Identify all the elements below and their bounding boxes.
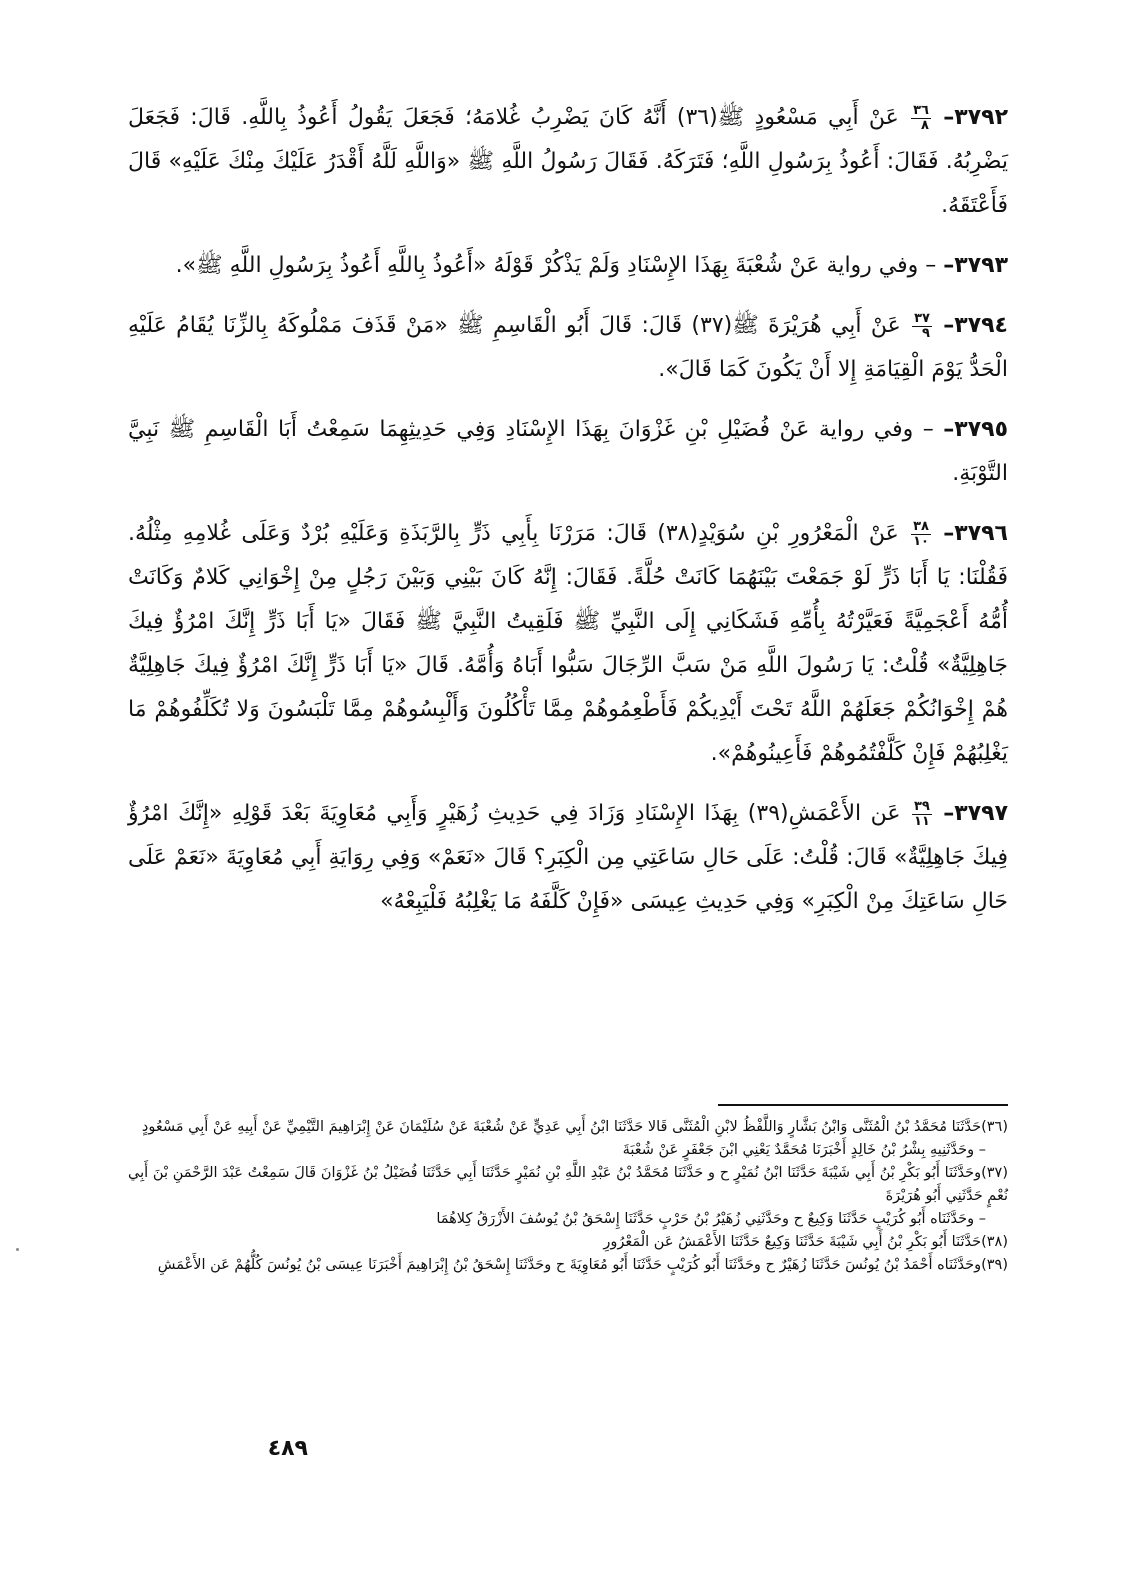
hadith-paragraph [128,792,1008,924]
hadith-fraction [912,800,932,829]
hadith-paragraph [128,512,1008,776]
hadith-number: ٣٧٩٧– [943,801,1008,826]
hadith-number: ٣٧٩٤– [943,313,1008,338]
hadith-number: ٣٧٩٦– [943,521,1008,546]
hadith-text: عَنْ الْمَعْرُورِ بْنِ سُوَيْدٍ(٣٨) قَالَ: مَرَرْنَا بِأَبِي ذَرٍّ بِالرَّبَذَةِ وَعَلَيْهِ بُرْدٌ وَعَلَى غُلامِهِ مِثْلُهُ. فَقُلْنَا: يَا أَبَا ذَرٍّ لَوْ جَمَعْتَ بَيْنَهُمَا كَانَتْ حُلَّةً. فَقَالَ: إِنَّهُ كَانَ بَيْنِي وَبَيْنَ رَجُلٍ مِنْ إِخْوَانِي كَلامٌ وَكَانَتْ أُمُّهُ أَعْجَمِيَّةً فَعَيَّرْتُهُ بِأُمِّهِ فَشَكَانِي إِلَى النَّبِيِّ ﷺ فَلَقِيتُ النَّبِيَّ ﷺ فَقَالَ «يَا أَبَا ذَرٍّ إِنَّكَ امْرُؤٌ فِيكَ جَاهِلِيَّةٌ» قُلْتُ: يَا رَسُولَ اللَّهِ مَنْ سَبَّ الرِّجَالَ سَبُّوا أَبَاهُ وَأُمَّهُ. قَالَ «يَا أَبَا ذَرٍّ إِنَّكَ امْرُؤٌ فِيكَ جَاهِلِيَّةٌ هُمْ إِخْوَانُكُمْ جَعَلَهُمْ اللَّهُ تَحْتَ أَيْدِيكُمْ فَأَطْعِمُوهُمْ مِمَّا تَأْكُلُونَ وَأَلْبِسُوهُمْ مِمَّا تَلْبَسُونَ وَلا تُكَلِّفُوهُمْ مَا يَغْلِبُهُمْ فَإِنْ كَلَّفْتُمُوهُمْ فَأَعِينُوهُمْ». [128,521,1008,766]
footnote-continuation: – وحَدَّثَنَاه أَبُو كُرَيْبٍ حَدَّثَنَا وَكِيعٌ ح وحَدَّثَنِي زُهَيْرُ بْنُ حَرْبٍ حَدَّثَنَا إِسْحَقُ بْنُ يُوسُفَ الأَزْرَقُ كِلاهُمَا [436,1211,986,1227]
scan-speck [16,1248,19,1251]
hadith-paragraph [128,96,1008,228]
hadith-paragraph [128,408,1008,496]
hadith-fraction [911,104,931,133]
fraction-top: ٣٩ [913,798,930,814]
fraction-bottom: ٨ [921,117,929,133]
hadith-text: عَنْ أَبِي هُرَيْرَةَ ﷺ(٣٧) قَالَ: قَالَ أَبُو الْقَاسِمِ ﷺ «مَنْ قَذَفَ مَمْلُوكَهُ بِالزِّنَا يُقَامُ عَلَيْهِ الْحَدُّ يَوْمَ الْقِيَامَةِ إِلا أَنْ يَكُونَ كَمَا قَالَ». [128,313,1008,382]
book-page [128,96,1008,1566]
fraction-top: ٣٧ [914,310,930,326]
fraction-top: ٣٦ [913,102,929,118]
hadith-number: ٣٧٩٣– [943,253,1008,278]
footnote-divider [718,1104,1008,1106]
hadith-paragraph [128,304,1008,392]
fraction-top: ٣٨ [913,518,929,534]
hadith-number: ٣٧٩٥– [943,417,1009,442]
hadith-text: عَنْ أَبِي مَسْعُودٍ ﷺ(٣٦) أَنَّهُ كَانَ يَضْرِبُ غُلامَهُ؛ فَجَعَلَ يَقُولُ أَعُوذُ بِاللَّهِ. قَالَ: فَجَعَلَ يَضْرِبُهُ. فَقَالَ: أَعُوذُ بِرَسُولِ اللَّهِ؛ فَتَرَكَهُ. فَقَالَ رَسُولُ اللَّهِ ﷺ «وَاللَّهِ لَلَّهُ أَقْدَرُ عَلَيْكَ مِنْكَ عَلَيْهِ» قَالَ فَأَعْتَقَهُ. [128,105,1008,218]
footnote: (٣٩)وحَدَّثَنَاه أَحْمَدُ بْنُ يُونُسَ حَدَّثَنَا زُهَيْرٌ ح وحَدَّثَنَا أَبُو كُرَيْبٍ حَدَّثَنَا أَبُو مُعَاوِيَةَ ح وحَدَّثَنَا إِسْحَقُ بْنُ إِبْرَاهِيمَ أَخْبَرَنَا عِيسَى بْنُ يُونُسَ كُلُّهُمْ عَن الأَعْمَشِ [157,1257,1008,1273]
hadith-fraction [911,520,931,549]
page-number: ٤٨٩ [267,1436,308,1461]
footnotes [128,1116,1008,1277]
fraction-bottom: ١١ [913,813,930,829]
hadith-fraction [912,312,932,341]
footnote: (٣٨)حَدَّثَنَا أَبُو بَكْرِ بْنُ أَبِي شَيْبَةَ حَدَّثَنَا وَكِيعٌ حَدَّثَنَا الأَعْمَشُ عَن الْمَعْرُورِ [603,1234,1008,1250]
fraction-bottom: ٩ [922,325,930,341]
hadith-text: – وفي رواية عَنْ فُضَيْلِ بْنِ غَزْوَانَ بِهَذَا الإِسْنَادِ وَفِي حَدِيثِهِمَا سَمِعْتُ أَبَا الْقَاسِمِ ﷺ نَبِيَّ التَّوْبَةِ. [128,417,1008,486]
hadith-body [128,96,1008,924]
hadith-text: عَن الأَعْمَشِ(٣٩) بِهَذَا الإِسْنَادِ وَزَادَ فِي حَدِيثِ زُهَيْرٍ وَأَبِي مُعَاوِيَةَ بَعْدَ قَوْلِهِ «إِنَّكَ امْرُؤٌ فِيكَ جَاهِلِيَّةٌ» قَالَ: قُلْتُ: عَلَى حَالِ سَاعَتِي مِن الْكِبَرِ؟ قَالَ «نَعَمْ» وَفِي رِوَايَةِ أَبِي مُعَاوِيَةَ «نَعَمْ عَلَى حَالِ سَاعَتِكَ مِنْ الْكِبَرِ» وَفِي حَدِيثِ عِيسَى «فَإِنْ كَلَّفَهُ مَا يَغْلِبُهُ فَلْيَبِعْهُ» [128,801,1008,914]
footnote: (٣٦)حَدَّثَنَا مُحَمَّدُ بْنُ الْمُثَنَّى وَابْنُ بَشَّارٍ وَاللَّفْظُ لابْنِ الْمُثَنَّى قَالا حَدَّثَنَا ابْنُ أَبِي عَدِيٍّ عَنْ شُعْبَةَ عَنْ سُلَيْمَانَ عَنْ إِبْرَاهِيمَ التَّيْمِيِّ عَنْ أَبِيهِ عَنْ أَبِي مَسْعُودٍ [141,1119,1008,1135]
footnote-continuation: – وحَدَّثَنِيهِ بِشْرُ بْنُ خَالِدٍ أَخْبَرَنَا مُحَمَّدٌ يَعْنِي ابْنَ جَعْفَرٍ عَنْ شُعْبَةَ [622,1142,986,1158]
hadith-paragraph [128,244,1008,288]
fraction-bottom: ١٠ [913,533,929,549]
hadith-number: ٣٧٩٢– [943,105,1008,130]
footnote: (٣٧)وحَدَّثَنَا أَبُو بَكْرِ بْنُ أَبِي شَيْبَةَ حَدَّثَنَا ابْنُ نُمَيْرٍ ح و حَدَّثَنَا مُحَمَّدُ بْنُ عَبْدِ اللَّهِ بْنِ نُمَيْرٍ حَدَّثَنَا أَبِي حَدَّثَنَا فُضَيْلُ بْنُ غَزْوَانَ قَالَ سَمِعْتُ عَبْدَ الرَّحْمَنِ بْنَ أَبِي نُعْمٍ حَدَّثَنِي أَبُو هُرَيْرَةَ [128,1165,1008,1204]
hadith-text: – وفي رواية عَنْ شُعْبَةَ بِهَذَا الإِسْنَادِ وَلَمْ يَذْكُرْ قَوْلَهُ «أَعُوذُ بِاللَّهِ أَعُوذُ بِرَسُولِ اللَّهِ ﷺ». [175,253,937,278]
